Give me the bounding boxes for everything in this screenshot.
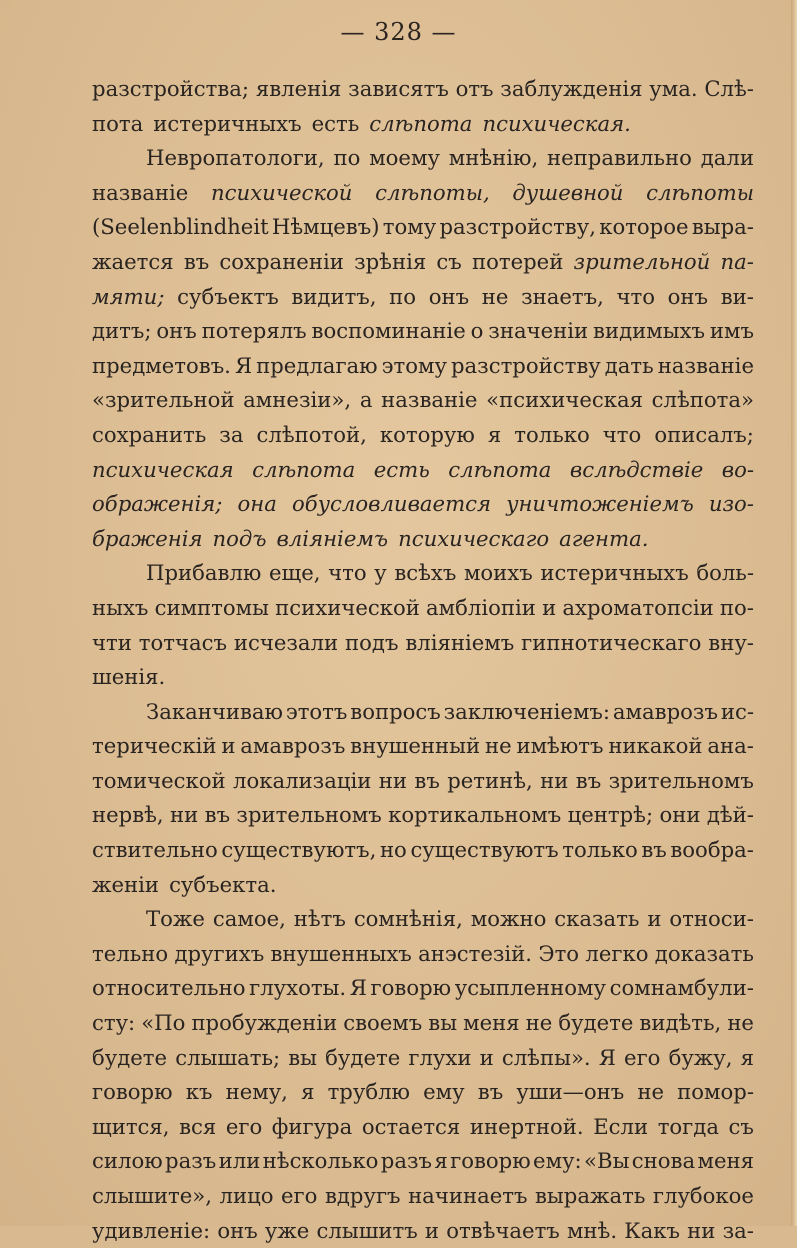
word: мяти; — [92, 283, 165, 309]
word: амаврозъ — [612, 698, 718, 724]
word: другихъ — [174, 940, 265, 966]
word: внушенныхъ — [270, 940, 412, 966]
word: дѣй- — [706, 802, 754, 828]
text-line — [92, 868, 754, 903]
word: браженія — [92, 525, 203, 551]
word: тотчасъ — [138, 629, 227, 655]
word: слышитъ — [316, 1217, 418, 1243]
text-line — [92, 522, 754, 557]
word: Я — [349, 975, 367, 1001]
word: психическаго — [398, 525, 550, 551]
word: сомнамбули- — [609, 975, 754, 1001]
word: въ — [414, 767, 440, 793]
word: онъ — [667, 283, 709, 309]
word: ни — [378, 767, 408, 793]
word: имъ — [709, 318, 754, 344]
word: по — [389, 283, 417, 309]
word: томической — [92, 767, 226, 793]
word: доказать — [654, 940, 754, 966]
word: будете — [92, 1044, 168, 1070]
word: психическая — [92, 456, 234, 482]
word: говорю — [450, 1148, 531, 1174]
word: я — [434, 1148, 448, 1174]
word: они — [659, 802, 701, 828]
word: сту: — [92, 1010, 136, 1036]
word: зрительномъ — [236, 802, 382, 828]
word: усыпленному — [454, 975, 606, 1001]
word: вы — [288, 1044, 318, 1070]
text-line — [92, 314, 754, 349]
word: потерей — [471, 248, 564, 274]
word: относительно — [92, 975, 246, 1001]
word: выра- — [691, 214, 754, 240]
word: что — [328, 560, 367, 586]
word: что — [616, 283, 656, 309]
word: я — [487, 421, 502, 447]
text-line — [92, 383, 754, 418]
word: отъ — [455, 76, 494, 101]
word: подъ — [212, 525, 267, 551]
word: тогда — [657, 1113, 719, 1139]
word: будете — [558, 1010, 634, 1036]
word: душевной — [512, 179, 624, 205]
word: слышите», — [92, 1183, 212, 1208]
word: слѣпотой, — [256, 421, 367, 447]
word: вы — [428, 1010, 458, 1036]
word: вопросъ — [350, 698, 441, 724]
word: предметовъ. — [92, 352, 231, 378]
word: онъ — [156, 318, 197, 344]
text-line — [92, 660, 754, 695]
word: значеніи — [488, 318, 589, 344]
text-line — [92, 453, 754, 488]
word: нѣсколько — [262, 1148, 379, 1174]
word: дитъ; — [92, 318, 152, 344]
word: будете — [325, 1044, 401, 1070]
word: относи- — [669, 906, 754, 932]
word: пробужденіи — [191, 1010, 338, 1036]
word: она — [237, 491, 277, 517]
word: всѣхъ — [394, 560, 457, 586]
word: амаврозъ — [240, 733, 346, 759]
word: явленія — [255, 76, 342, 101]
word: «психическая — [486, 387, 643, 413]
text-line — [92, 1110, 754, 1145]
word: за — [219, 421, 244, 447]
word: за- — [722, 1217, 754, 1243]
text-line — [92, 418, 754, 453]
word: слышать; — [175, 1044, 281, 1070]
word: ему — [423, 1079, 465, 1105]
word: глубокое — [652, 1183, 754, 1208]
word: въ — [477, 1079, 504, 1105]
text-line — [92, 141, 754, 176]
word: ахроматопсіи — [562, 594, 714, 620]
word: терическій — [92, 733, 217, 759]
word: женіи — [92, 871, 160, 897]
word: сохранить — [92, 421, 207, 447]
word: психической — [211, 179, 353, 205]
word: видимыхъ — [593, 318, 706, 344]
word: говорю — [92, 1079, 173, 1105]
word: тому — [382, 214, 437, 240]
word: разъ — [165, 1148, 217, 1174]
word: симптомы — [154, 594, 269, 620]
word: психическая. — [482, 110, 631, 136]
word: пота — [92, 110, 144, 136]
word: силою — [92, 1148, 163, 1174]
word: Это — [538, 940, 580, 966]
word: бужу, — [668, 1044, 733, 1070]
word: вну- — [708, 629, 754, 655]
word: зависятъ — [348, 76, 449, 101]
word: неправильно — [547, 145, 692, 171]
word: что — [602, 421, 642, 447]
word: мнѣ. — [566, 1217, 618, 1243]
word: разстройству — [450, 352, 601, 378]
word: легко — [585, 940, 649, 966]
word: тельно — [92, 940, 169, 966]
word: ему: — [533, 1148, 582, 1174]
word: слѣпоты, — [375, 179, 490, 205]
word: онъ — [428, 283, 470, 309]
word: трублю — [327, 1079, 410, 1105]
word: Я — [598, 1044, 616, 1070]
word: ображенія; — [92, 491, 223, 517]
word: сомнѣнія, — [353, 906, 463, 932]
word: которое — [599, 214, 689, 240]
text-line — [92, 937, 754, 972]
word: этотъ — [285, 698, 348, 724]
word: существуютъ — [410, 837, 559, 863]
word: въ — [204, 802, 231, 828]
word: нервѣ, — [92, 802, 164, 828]
word: описалъ; — [654, 421, 754, 447]
word: слѣпота» — [651, 387, 754, 413]
word: нѣтъ — [293, 906, 346, 932]
word: его — [281, 1183, 318, 1208]
text-line — [92, 349, 754, 384]
word: разъ — [380, 1148, 433, 1174]
word: по — [333, 145, 361, 171]
word: «зрительной — [92, 387, 235, 413]
word: ни — [540, 767, 569, 793]
word: лицо — [219, 1183, 274, 1208]
text-line — [92, 176, 754, 211]
word: зрительной — [573, 248, 711, 274]
word: обусловливается — [292, 491, 492, 517]
word: о — [470, 318, 484, 344]
word: дали — [700, 145, 754, 171]
word: моему — [369, 145, 440, 171]
word: никакой — [608, 733, 703, 759]
word: не — [727, 1010, 754, 1036]
word: или — [218, 1148, 261, 1174]
word: локализаціи — [233, 767, 372, 793]
word: есть — [311, 110, 360, 136]
word: этому — [381, 352, 447, 378]
word: только — [562, 837, 638, 863]
text-line — [92, 695, 754, 730]
word: меня — [463, 1010, 520, 1036]
word: и — [221, 733, 236, 759]
page-number: — 328 — — [340, 18, 457, 46]
word: которую — [379, 421, 475, 447]
word: въ — [183, 248, 210, 274]
word: внушенный — [350, 733, 481, 759]
word: боль- — [696, 560, 754, 586]
word: ствительно — [92, 837, 218, 863]
word: слѣпота — [369, 110, 473, 136]
word: ис- — [720, 698, 754, 724]
word: амнезіи», — [243, 387, 352, 413]
word: субъектъ — [177, 283, 279, 309]
word: Нѣмцевъ) — [271, 214, 380, 240]
text-line — [92, 487, 754, 522]
word: слѣпоты — [646, 179, 754, 205]
word: жается — [92, 248, 174, 274]
word: ныхъ — [92, 594, 149, 620]
word: «По — [141, 1010, 186, 1036]
word: зрительномъ — [608, 767, 754, 793]
word: уже — [264, 1217, 310, 1243]
word: вся — [179, 1113, 217, 1139]
text-line — [92, 764, 754, 799]
word: амбліопіи — [426, 594, 536, 620]
word: къ — [185, 1079, 213, 1105]
word: не — [525, 1010, 553, 1036]
word: я — [740, 1044, 754, 1070]
word: и — [424, 1217, 440, 1243]
text-line — [92, 591, 754, 626]
word: Я — [234, 352, 253, 378]
word: Тоже — [146, 906, 205, 932]
word: чти — [92, 629, 132, 655]
word: говорю — [370, 975, 452, 1001]
word: изо- — [708, 491, 754, 517]
word: во- — [721, 456, 754, 482]
word: у — [374, 560, 387, 586]
word: своемъ — [343, 1010, 423, 1036]
word: психической — [275, 594, 420, 620]
word: зрѣнія — [354, 248, 427, 274]
word: я — [301, 1079, 315, 1105]
text-line — [92, 1214, 754, 1248]
word: предлагаю — [256, 352, 378, 378]
word: Невропатологи, — [146, 145, 325, 171]
word: знаетъ, — [521, 283, 604, 309]
word: субъекта. — [169, 871, 277, 897]
word: и — [647, 906, 662, 932]
text-line — [92, 833, 754, 868]
word: ума. — [649, 76, 698, 101]
word: по- — [719, 594, 754, 620]
word: его — [624, 1044, 661, 1070]
text-line — [92, 971, 754, 1006]
word: не — [637, 1079, 664, 1105]
word: центрѣ; — [567, 802, 654, 828]
word: существуютъ, — [221, 837, 377, 863]
word: вдругъ — [324, 1183, 401, 1208]
word: моихъ — [463, 560, 533, 586]
word: (Seelenblindheit — [92, 214, 269, 240]
text-line — [92, 556, 754, 591]
word: ни — [170, 802, 199, 828]
word: Слѣ- — [704, 76, 754, 101]
word: меня — [697, 1148, 754, 1174]
word: помор- — [677, 1079, 754, 1105]
word: удивленіе: — [92, 1217, 211, 1243]
text-line — [92, 1144, 754, 1179]
body-text — [92, 72, 754, 1248]
word: еще, — [269, 560, 321, 586]
word: агента. — [559, 525, 649, 551]
word: Заканчиваю — [146, 698, 283, 724]
word: названіе — [657, 352, 754, 378]
word: видитъ, — [291, 283, 377, 309]
word: анэстезій. — [418, 940, 533, 966]
word: вслѣдствіе — [569, 456, 704, 482]
text-line — [92, 107, 754, 142]
text-line — [92, 280, 754, 315]
text-line — [92, 729, 754, 764]
word: слѣпота — [252, 456, 356, 482]
word: съ — [436, 248, 462, 274]
word: названіе — [92, 179, 189, 205]
word: сказать — [554, 906, 640, 932]
word: слѣпота — [448, 456, 552, 482]
word: глухи — [408, 1044, 472, 1070]
word: ви- — [720, 283, 754, 309]
page-edge — [791, 0, 797, 1226]
word: онъ — [217, 1217, 258, 1243]
word: истеричныхъ — [153, 110, 302, 136]
word: видѣть, — [639, 1010, 722, 1036]
word: названіе — [381, 387, 478, 413]
word: мнѣнію, — [448, 145, 539, 171]
text-line — [92, 626, 754, 661]
text-line — [92, 902, 754, 937]
word: слѣпы». — [501, 1044, 591, 1070]
word: вообра- — [670, 837, 754, 863]
word: только — [514, 421, 590, 447]
word: нему, — [225, 1079, 288, 1105]
word: разстройству, — [439, 214, 596, 240]
word: разстройства; — [92, 76, 250, 101]
word: не — [484, 733, 512, 759]
word: уничтоженіемъ — [506, 491, 694, 517]
word: имѣютъ — [516, 733, 604, 759]
word: потерялъ — [201, 318, 307, 344]
word: но — [379, 837, 407, 863]
word: въ — [575, 767, 602, 793]
word: истеричныхъ — [540, 560, 689, 586]
word: Если — [593, 1113, 649, 1139]
word: глухоты. — [249, 975, 347, 1001]
word: воспоминаніе — [311, 318, 466, 344]
word: заблужденія — [500, 76, 643, 101]
word: снова — [631, 1148, 696, 1174]
word: начинаетъ — [408, 1183, 528, 1208]
word: вліяніемъ — [405, 629, 515, 655]
word: и — [542, 594, 557, 620]
word: ана- — [707, 733, 754, 759]
text-line — [92, 1075, 754, 1110]
text-line — [92, 72, 754, 107]
word: па- — [720, 248, 754, 274]
word: дать — [604, 352, 654, 378]
word: исчезали — [233, 629, 339, 655]
word: выражать — [534, 1183, 646, 1208]
word: есть — [373, 456, 430, 482]
word: не — [481, 283, 509, 309]
word: съ — [728, 1113, 754, 1139]
word: Какъ — [624, 1217, 680, 1243]
word: самое, — [212, 906, 286, 932]
word: остается — [361, 1113, 461, 1139]
word: ни — [687, 1217, 716, 1243]
word: а — [359, 387, 373, 413]
text-line — [92, 245, 754, 280]
word: инертной. — [469, 1113, 584, 1139]
word: фигура — [271, 1113, 353, 1139]
word: заключеніемъ: — [443, 698, 611, 724]
word: въ — [641, 837, 667, 863]
word: уши—онъ — [516, 1079, 625, 1105]
word: вліяніемъ — [276, 525, 389, 551]
text-line — [92, 798, 754, 833]
word: ретинѣ, — [447, 767, 533, 793]
word: «Вы — [584, 1148, 630, 1174]
word: отвѣчаетъ — [446, 1217, 560, 1243]
text-line — [92, 1179, 754, 1214]
word: можно — [470, 906, 547, 932]
word: Прибавлю — [146, 560, 262, 586]
word: гипнотическаго — [521, 629, 702, 655]
text-line — [92, 1041, 754, 1076]
text-line — [92, 210, 754, 245]
word: сохраненіи — [219, 248, 344, 274]
word: щится, — [92, 1113, 170, 1139]
text-line — [92, 1006, 754, 1041]
word: кортикальномъ — [388, 802, 562, 828]
word: его — [225, 1113, 263, 1139]
word: подъ — [345, 629, 399, 655]
word: и — [479, 1044, 494, 1070]
word: шенія. — [92, 664, 166, 690]
